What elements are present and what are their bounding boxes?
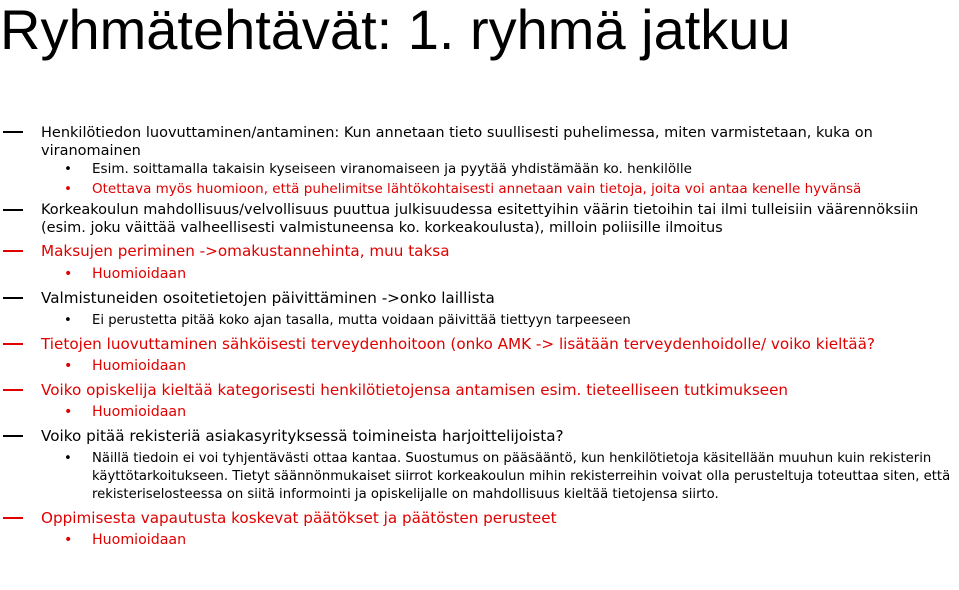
list-item [0,288,959,308]
list-item [0,380,959,400]
sub-item-text: Otettava myös huomioon, että puhelimitse lähtökohtaisesti annetaan vain tietoja, joita voi antaa kenelle hyvänsä [92,181,862,197]
sub-item-text: Huomioidaan [92,358,187,374]
dash-bullet [3,297,23,299]
slide-title: Ryhmätehtävät: 1. ryhmä jatkuu [0,0,791,61]
bullet-icon: • [64,266,73,282]
bullet-icon: • [64,313,72,328]
list-item-text: Korkeakoulun mahdollisuus/velvollisuus puuttua julkisuudessa esitettyihin väärin tietoihin tai ilmi tulleisiin väärennöksiin (esim. joku väittää valheellisesti valmistuneensa ko. korkeakoulusta), milloin poliisille ilmoitus [41,202,919,236]
dash-bullet [3,131,23,133]
sub-item-text: Huomioidaan [92,532,187,548]
dash-bullet [3,517,23,519]
sub-item-text: Esim. soittamalla takaisin kyseiseen viranomaiseen ja pyytää yhdistämään ko. henkilölle [92,161,692,177]
list-item-text: Henkilötiedon luovuttaminen/antaminen: Kun annetaan tieto suullisesti puhelimessa, miten varmistetaan, kuka on viranomainen [41,125,873,159]
dash-bullet [3,389,23,391]
bullet-icon: • [64,358,73,374]
list-item [0,124,959,160]
sub-item-text: Huomioidaan [92,404,187,420]
sub-item-text: Huomioidaan [92,266,187,282]
sub-list-item [0,402,959,422]
list-item-text: Maksujen periminen ->omakustannehinta, muu taksa [41,242,450,260]
bullet-icon: • [64,451,72,466]
list-item-text: Valmistuneiden osoitetietojen päivittäminen ->onko laillista [41,289,495,307]
dash-bullet [3,343,23,345]
sub-list-item [0,356,959,376]
list-item-text: Voiko opiskelija kieltää kategorisesti henkilötietojensa antamisen esim. tieteelliseen tutkimukseen [41,381,789,399]
bullet-icon: • [64,181,72,197]
list-item [0,426,959,446]
list-item [0,241,959,261]
dash-bullet [3,250,23,252]
list-item-text: Voiko pitää rekisteriä asiakasyrityksessä toimineista harjoittelijoista? [41,427,564,445]
sub-list-item [0,160,959,178]
list-item-text: Oppimisesta vapautusta koskevat päätökset ja päätösten perusteet [41,509,557,527]
sub-item-text: Ei perustetta pitää koko ajan tasalla, mutta voidaan päivittää tiettyyn tarpeeseen [92,313,631,328]
bullet-icon: • [64,161,72,177]
dash-bullet [3,209,23,211]
list-item [0,508,959,528]
sub-list-item [0,312,959,330]
bullet-icon: • [64,532,73,548]
list-item [0,201,959,237]
bullet-icon: • [64,404,73,420]
slide-content [0,124,959,550]
sub-list-item [0,530,959,550]
list-item [0,334,959,354]
dash-bullet [3,435,23,437]
list-item-text: Tietojen luovuttaminen sähköisesti terveydenhoitoon (onko AMK -> lisätään terveydenhoidolle/ voiko kieltää? [41,335,875,353]
sub-list-item [0,450,959,504]
sub-list-item [0,180,959,198]
sub-item-text: Näillä tiedoin ei voi tyhjentävästi ottaa kantaa. Suostumus on pääsääntö, kun henkilötietoja käsitellään muuhun kuin rekisterin käyttötarkoitukseen. Tietyt säännönmukaiset siirrot korkeakoulun mihin rekisterreihin voivat olla perusteltuja toteuttaa siten, että rekisteriselosteessa on siitä informointi ja opiskelijalle on mahdollisuus kieltää tietojensa siirto. [92,451,951,502]
sub-list-item [0,264,959,284]
